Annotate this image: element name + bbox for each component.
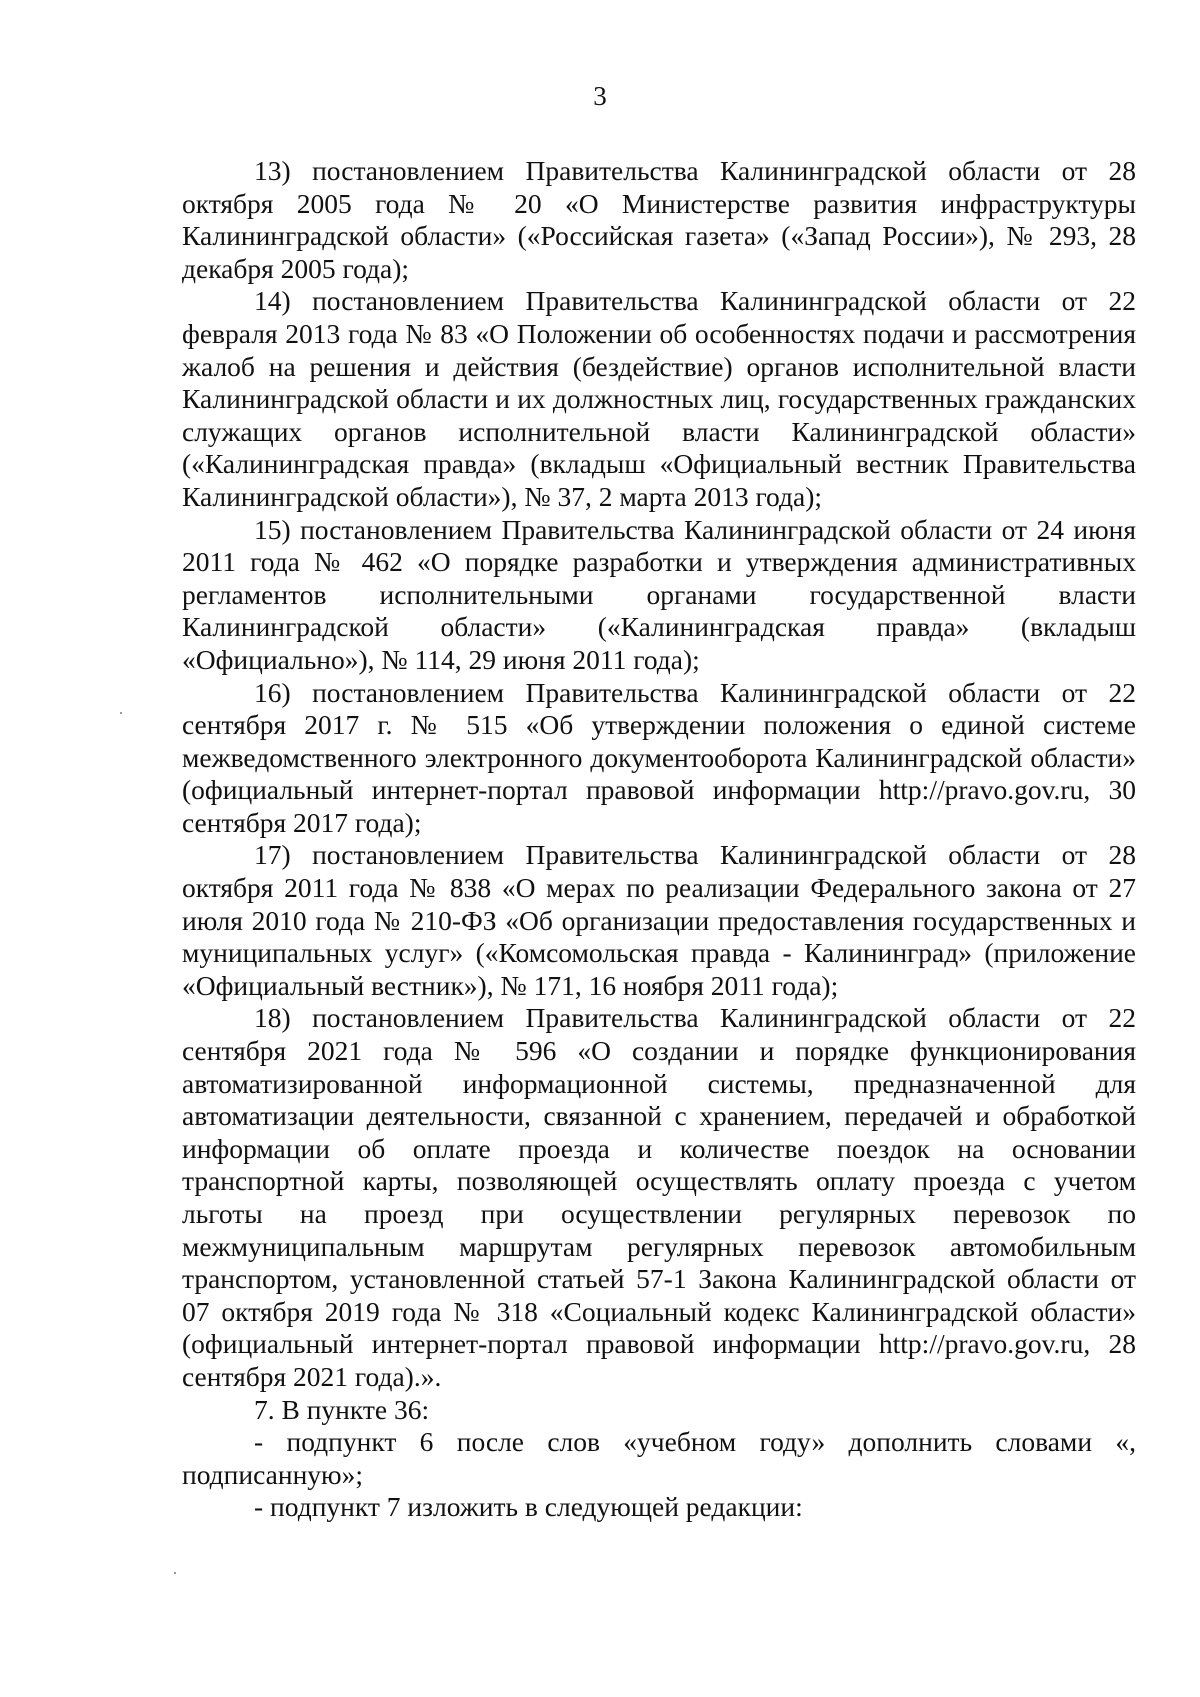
paragraph-subpoint-7: - подпункт 7 изложить в следующей редакции:	[254, 1491, 803, 1523]
paragraph-item-15: 15) постановлением Правительства Калининградской области от 24 июня 2011 года № 462 «О порядке разработки и утверждения административных регламентов исполнительными органами государственной власти Калининградской области» («Калининградская правда» (вкладыш «Официально»), № 114, 29 июня 2011 года);	[182, 513, 1136, 675]
paragraph-item-13: 13) постановлением Правительства Калининградской области от 28 октября 2005 года № 20 «О Министерстве развития инфраструктуры Калининградской области» («Российская газета» («Запад России»), № 293, 28 декабря 2005 года);	[182, 155, 1136, 284]
paragraph-point-7: 7. В пункте 36:	[254, 1393, 430, 1425]
scan-speck	[174, 1572, 176, 1574]
paragraph-item-17: 17) постановлением Правительства Калининградской области от 28 октября 2011 года № 838 «О мерах по реализации Федерального закона от 27 июля 2010 года № 210-ФЗ «Об организации предоставления государственных и муниципальных услуг» («Комсомольская правда - Калининград» (приложение «Официальный вестник»), № 171, 16 ноября 2011 года);	[182, 839, 1136, 1001]
paragraph-item-16: 16) постановлением Правительства Калининградской области от 22 сентября 2017 г. № 515 «Об утверждении положения о единой системе межведомственного электронного документооборота Калининградской области» (официальный интернет-портал правовой информации http://pravo.gov.ru, 30 сентября 2017 года);	[182, 676, 1136, 838]
document-body	[182, 155, 1136, 1524]
scan-speck	[120, 712, 122, 714]
paragraph-subpoint-6: - подпункт 6 после слов «учебном году» дополнить словами «, подписанную»;	[182, 1426, 1136, 1490]
paragraph-item-18: 18) постановлением Правительства Калининградской области от 22 сентября 2021 года № 596 «О создании и порядке функционирования автоматизированной информационной системы, предназначенной для автоматизации деятельности, связанной с хранением, передачей и обработкой информации об оплате проезда и количестве поездок на основании транспортной карты, позволяющей осуществлять оплату проезда с учетом льготы на проезд при осуществлении регулярных перевозок по межмуниципальным маршрутам регулярных перевозок автомобильным транспортом, установленной статьей 57-1 Закона Калининградской области от 07 октября 2019 года № 318 «Социальный кодекс Калининградской области» (официальный интернет-портал правовой информации http://pravo.gov.ru, 28 сентября 2021 года).».	[182, 1002, 1136, 1392]
page-number: 3	[593, 81, 607, 111]
paragraph-item-14: 14) постановлением Правительства Калининградской области от 22 февраля 2013 года № 83 «О Положении об особенностях подачи и рассмотрения жалоб на решения и действия (бездействие) органов исполнительной власти Калининградской области и их должностных лиц, государственных гражданских служащих органов исполнительной власти Калининградской области» («Калининградская правда» (вкладыш «Официальный вестник Правительства Калининградской области»), № 37, 2 марта 2013 года);	[182, 285, 1136, 512]
